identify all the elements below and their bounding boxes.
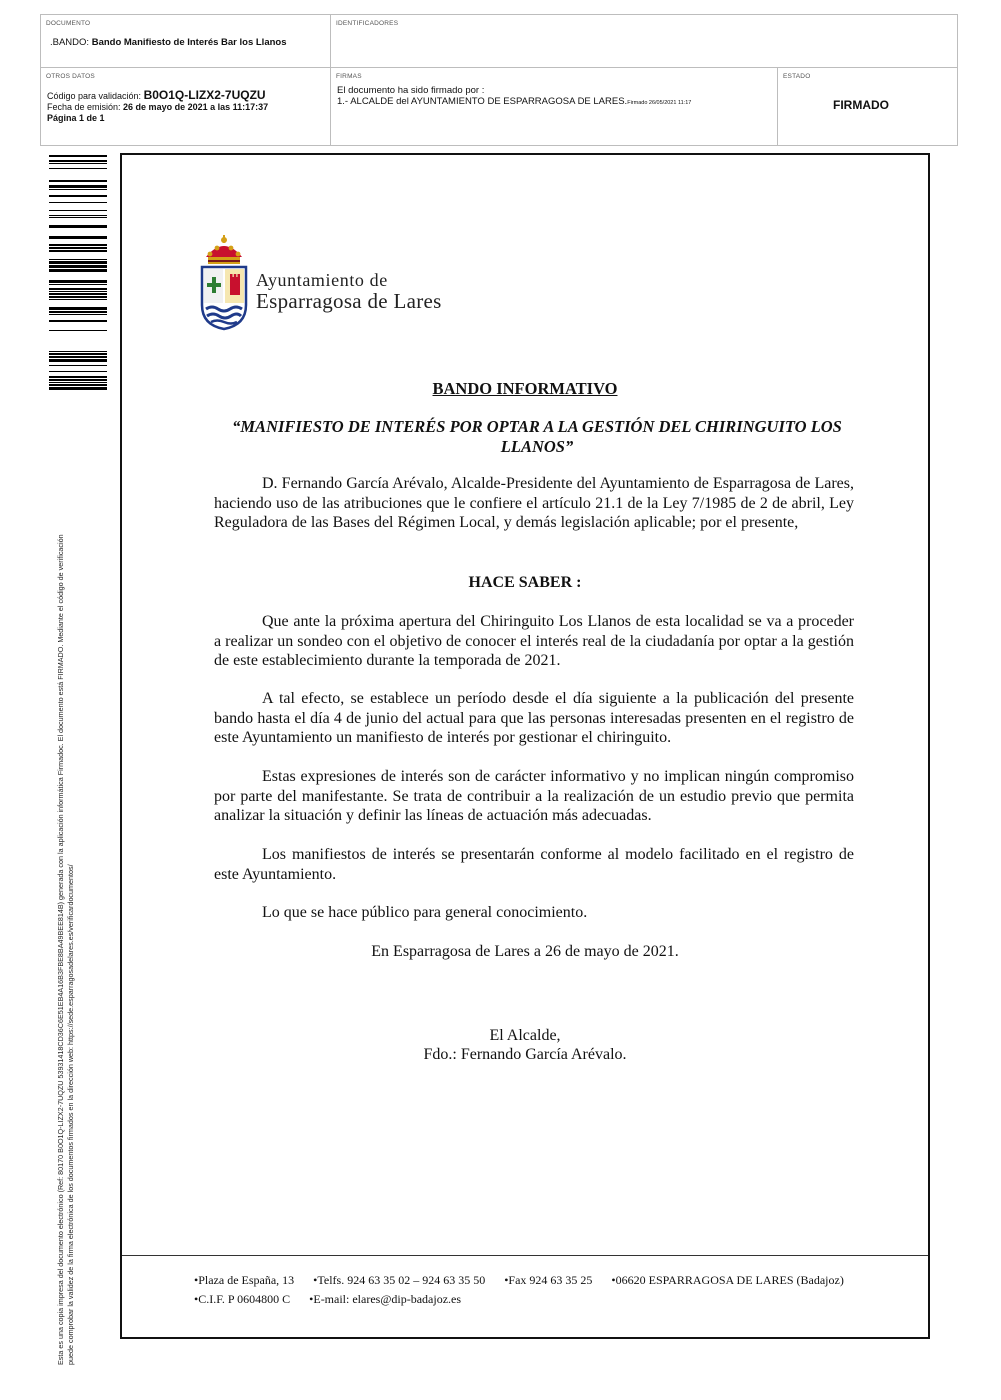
side-text-line2: puede comprobar la validez de la firma electrónica de los documentos firmados en la dirección web: https://sede.esparragosadelares.es/verificardocumentos/: [66, 864, 75, 1365]
document-page: [120, 153, 930, 1339]
signature-name: Fdo.: Fernando García Arévalo.: [423, 1046, 627, 1063]
firmas-line1: El documento ha sido firmado por :: [337, 85, 485, 96]
paragraph-5: Lo que se hace público para general conocimiento.: [262, 904, 588, 921]
otros-datos-cell: [41, 68, 331, 146]
footer-contact: [194, 1271, 860, 1309]
footer-fax: •Fax 924 63 35 25: [504, 1273, 593, 1287]
logo-line2: Esparragosa de Lares: [256, 289, 442, 313]
firmas-line2: 1.- ALCALDE del AYUNTAMIENTO DE ESPARRAGOSA DE LARES.: [337, 96, 628, 107]
pagina-text: Página 1 de 1: [47, 113, 105, 123]
paragraph-2: A tal efecto, se establece un período desde el día siguiente a la publicación del presente bando hasta el día 4 de junio del actual para que las personas interesadas presenten en el registro de este Ayuntamiento un manifiesto de interés por gestionar el chiringuito.: [214, 690, 854, 746]
otros-datos-label: OTROS DATOS: [46, 73, 95, 80]
footer-divider: [122, 1255, 928, 1256]
document-subtitle: “MANIFIESTO DE INTERÉS POR OPTAR A LA GESTIÓN DEL CHIRINGUITO LOS LLANOS”: [232, 417, 842, 456]
estado-value: FIRMADO: [833, 98, 889, 112]
document-title: BANDO INFORMATIVO: [432, 379, 618, 398]
codigo-label: Código para validación:: [47, 91, 144, 101]
paragraph-1: Que ante la próxima apertura del Chiringuito Los Llanos de esta localidad se va a proceder a realizar un sondeo con el objetivo de conocer el interés real de la ciudadanía por optar a la gestión de este establecimiento durante la temporada de 2021.: [214, 613, 854, 669]
footer-cif: •C.I.F. P 0604800 C: [194, 1292, 291, 1306]
fecha-label: Fecha de emisión:: [47, 102, 124, 112]
document-header: [40, 14, 958, 146]
documento-title: Bando Manifiesto de Interés Bar los Llanos: [91, 37, 287, 48]
footer-address: •Plaza de España, 13: [194, 1273, 295, 1287]
footer-phone: •Telfs. 924 63 35 02 – 924 63 35 50: [313, 1273, 486, 1287]
coat-of-arms-icon: [198, 233, 250, 331]
codigo-value: B0O1Q-LIZX2-7UQZU: [143, 88, 266, 102]
paragraph-3: Estas expresiones de interés son de carácter informativo y no implican ningún compromiso por parte del manifestante. Se trata de contribuir a la realización de un estudio previo que permita analizar la situación y definir las líneas de actuación más adecuadas.: [214, 768, 854, 824]
identificadores-label: IDENTIFICADORES: [336, 20, 399, 27]
fecha-value: 26 de mayo de 2021 a las 11:17:37: [123, 102, 269, 112]
firmas-cell: [331, 68, 778, 146]
side-text-line1: Esta es una copia impresa del documento electrónico (Ref: 80170 B0O1Q-LIZX2-7UQZU 53931418CD36C6E51EB4A16B3FBE8BA49BEE814B) generada con la aplicación informática Firmadoc. El documento está FIRMADO. Mediante el código de verificación: [56, 534, 65, 1365]
intro-paragraph: D. Fernando García Arévalo, Alcalde-Presidente del Ayuntamiento de Esparragosa de Lares, haciendo uso de las atribuciones que le confiere el artículo 21.1 de la Ley 7/1985 de 2 de abril, Ley Reguladora de las Bases del Régimen Local, y demás legislación aplicable; por el presente,: [214, 475, 854, 531]
logo-text: [256, 270, 442, 312]
estado-cell: [778, 68, 958, 146]
hace-saber-heading: HACE SABER :: [468, 574, 582, 591]
barcode-image: [49, 155, 107, 390]
firmas-label: FIRMAS: [336, 73, 362, 80]
documento-prefix: .BANDO:: [50, 37, 92, 48]
paragraph-4: Los manifiestos de interés se presentarán conforme al modelo facilitado en el registro de este Ayuntamiento.: [214, 846, 854, 883]
footer-city: •06620 ESPARRAGOSA DE LARES (Badajoz): [611, 1273, 844, 1287]
verification-side-text: [56, 395, 76, 1365]
footer-email: •E-mail: elares@dip-badajoz.es: [309, 1292, 462, 1306]
signature-title: El Alcalde,: [489, 1027, 561, 1044]
coat-of-arms-logo: [198, 233, 250, 336]
otros-datos-text: [47, 90, 268, 124]
logo-line1: Ayuntamiento de: [256, 270, 388, 290]
estado-label: ESTADO: [783, 73, 811, 80]
date-line: En Esparragosa de Lares a 26 de mayo de 2021.: [371, 943, 679, 960]
documento-label: DOCUMENTO: [46, 20, 91, 27]
identificadores-cell: [331, 15, 958, 68]
documento-text: [50, 37, 320, 49]
firmas-text: [337, 85, 691, 109]
firmas-small: Firmado 26/05/2021 11:17: [627, 100, 692, 106]
documento-cell: [41, 15, 331, 68]
